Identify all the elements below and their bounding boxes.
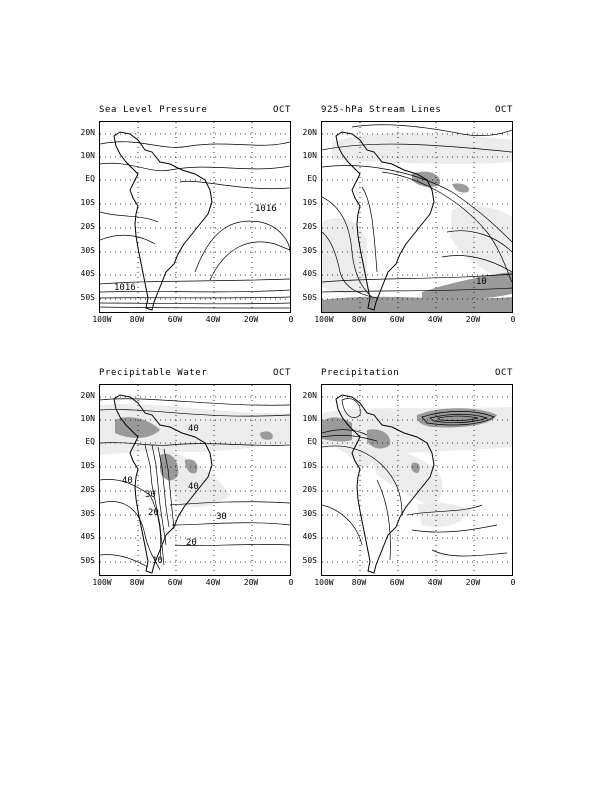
contour-label: 1016 [255,204,277,214]
lat-tick-label: 10N [80,151,95,160]
lon-tick-label: 0 [288,578,294,587]
lon-tick-label: 60W [167,315,183,324]
lat-tick-label: 50S [80,556,95,565]
contour-label: 20 [148,508,159,518]
streamline-map [321,121,513,313]
lat-tick-label: 40S [302,532,317,541]
lat-tick-label: 30S [302,509,317,518]
panel-precipitation [302,368,516,587]
lat-tick-label: EQ [85,174,95,183]
lon-tick-label: 80W [129,578,145,587]
lat-tick-label: 20S [80,485,95,494]
lon-tick-label: 80W [351,315,367,324]
lon-tick-label: 40W [205,315,221,324]
lat-tick-label: EQ [307,174,317,183]
contour-label: 40 [122,476,133,486]
lon-tick-label: 100W [314,578,334,587]
lat-tick-label: 10S [302,198,317,207]
precipitation-map [321,384,513,576]
lon-tick-label: 40W [427,578,443,587]
lat-tick-label: 10S [302,461,317,470]
lon-tick-label: 60W [167,578,183,587]
lat-tick-label: 40S [302,269,317,278]
lon-tick-label: 20W [243,578,259,587]
lon-tick-label: 0 [510,578,516,587]
lon-tick-label: 60W [389,315,405,324]
lat-tick-label: 10N [302,151,317,160]
lon-tick-label: 20W [243,315,259,324]
precip-water-map [99,384,291,576]
lat-tick-label: 30S [302,246,317,255]
contour-label: 20 [186,538,197,548]
contour-label: 30 [216,512,227,522]
panel-month: OCT [272,368,291,378]
panel-title: Precipitable Water [99,368,208,378]
lon-tick-label: 40W [427,315,443,324]
lat-tick-label: 20N [302,391,317,400]
lon-tick-label: 60W [389,578,405,587]
contour-label: 1016 [114,283,136,293]
lon-tick-label: 20W [465,578,481,587]
lat-tick-label: 50S [80,293,95,302]
contour-label: 30 [145,490,156,500]
lat-tick-label: 10S [80,461,95,470]
lat-tick-label: EQ [307,437,317,446]
contour-label: 10 [476,277,487,287]
lat-tick-label: 40S [80,269,95,278]
lat-tick-label: 20N [80,128,95,137]
panel-month: OCT [494,105,513,115]
contour-label: 40 [188,482,199,492]
panel-month: OCT [272,105,291,115]
lon-tick-label: 100W [92,578,112,587]
lat-tick-label: 40S [80,532,95,541]
lon-tick-label: 80W [129,315,145,324]
panel-title: Sea Level Pressure [99,105,208,115]
lat-tick-label: 20N [80,391,95,400]
lon-tick-label: 80W [351,578,367,587]
lon-tick-label: 0 [288,315,294,324]
panel-title: Precipitation [321,368,400,378]
contour-label: 40 [188,424,199,434]
lat-tick-label: 10N [80,414,95,423]
lat-tick-label: 10S [80,198,95,207]
panel-title: 925-hPa Stream Lines [321,105,442,115]
lon-tick-label: 40W [205,578,221,587]
slp-map [99,121,291,313]
lon-tick-label: 100W [92,315,112,324]
lon-tick-label: 0 [510,315,516,324]
panel-stream-lines [302,105,516,324]
lat-tick-label: 20S [80,222,95,231]
lat-tick-label: 50S [302,556,317,565]
panel-month: OCT [494,368,513,378]
panel-sea-level-pressure [80,105,294,324]
panel-precipitable-water [80,368,294,587]
lat-tick-label: 50S [302,293,317,302]
lat-tick-label: 10N [302,414,317,423]
lat-tick-label: 20N [302,128,317,137]
lat-tick-label: EQ [85,437,95,446]
lat-tick-label: 20S [302,485,317,494]
lon-tick-label: 100W [314,315,334,324]
lat-tick-label: 30S [80,509,95,518]
contour-label: 10 [152,556,163,566]
lon-tick-label: 20W [465,315,481,324]
lat-tick-label: 20S [302,222,317,231]
lat-tick-label: 30S [80,246,95,255]
